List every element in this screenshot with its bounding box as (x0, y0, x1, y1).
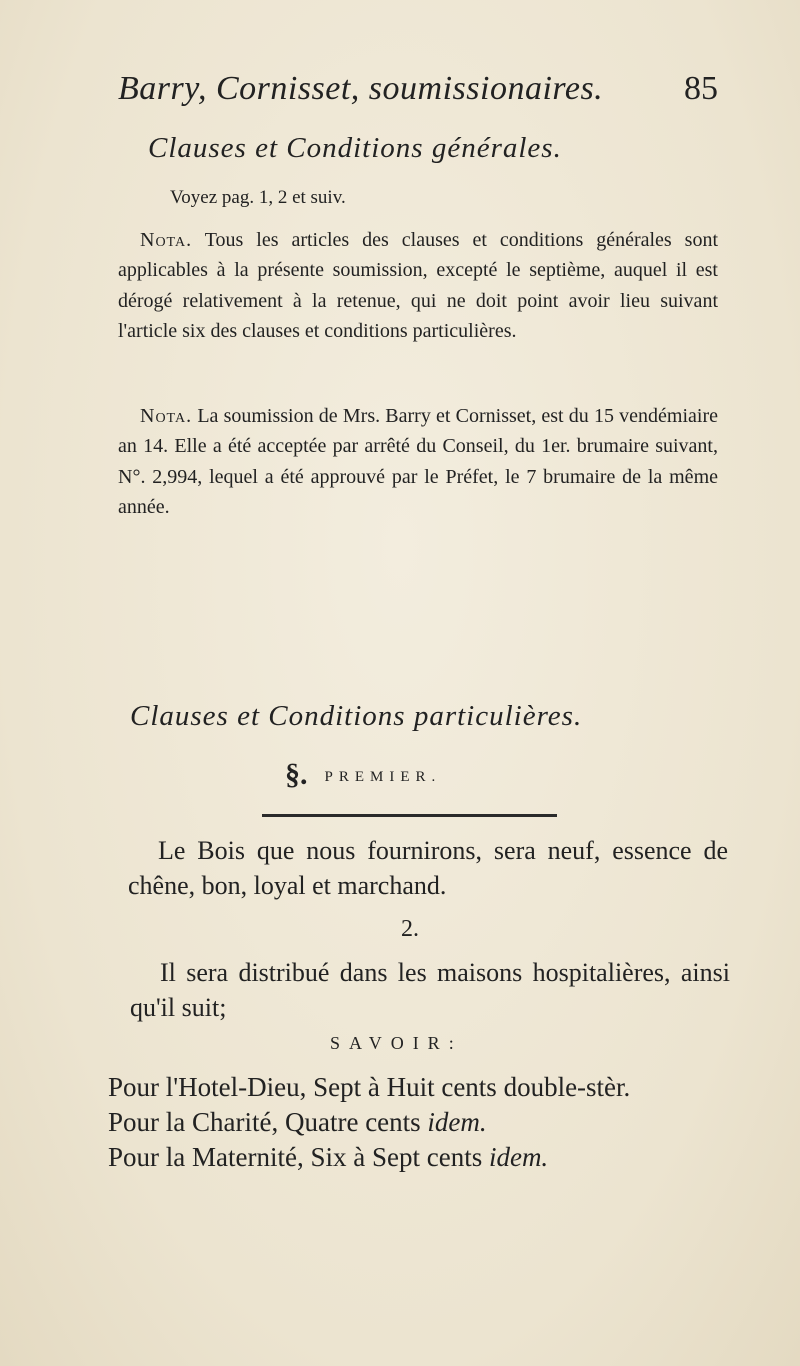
nota-text: Tous les articles des clauses et conditions générales sont applicables à la présente soumission, excepté le septième, auquel il est dérogé relativement à la retenue, qui ne doit point avoir lieu suivant l'article six des clauses et conditions particulières. (118, 229, 719, 343)
list-item (108, 1140, 728, 1175)
dist-place: l'Hotel-Dieu, (165, 1072, 307, 1102)
dist-place: la Maternité, (165, 1142, 304, 1172)
running-title: Barry, Cornisset, soumissionaires. (118, 70, 604, 107)
dist-unit: idem. (427, 1107, 487, 1137)
distribution-list (108, 1070, 728, 1175)
dist-unit: double-stèr. (503, 1072, 631, 1102)
section-symbol: §. (285, 758, 308, 791)
horizontal-rule (262, 814, 557, 817)
dist-quantity: Quatre cents (284, 1107, 421, 1137)
section-word: PREMIER. (324, 769, 442, 785)
dist-unit: idem. (488, 1142, 549, 1172)
nota-label: Nota. (140, 229, 193, 251)
nota-paragraph-2 (118, 401, 718, 523)
article-2: Il sera distribué dans les maisons hospitalières, ainsi qu'il suit; (130, 958, 730, 1022)
savoir-label: SAVOIR: (330, 1033, 463, 1053)
dist-prefix: Pour (108, 1142, 160, 1172)
dist-quantity: Sept à Huit cents (313, 1072, 497, 1102)
dist-prefix: Pour (108, 1072, 160, 1102)
dist-quantity: Six à Sept cents (310, 1142, 483, 1172)
general-clauses-heading: Clauses et Conditions générales. (148, 132, 562, 164)
nota-label: Nota. (140, 405, 193, 427)
section-title (285, 758, 441, 792)
page-number: 85 (684, 70, 718, 107)
article-1: Le Bois que nous fournirons, sera neuf, essence de chêne, bon, loyal et marchand. (128, 836, 728, 900)
nota-paragraph-1 (118, 225, 718, 347)
page-reference: Voyez pag. 1, 2 et suiv. (170, 187, 346, 208)
particular-clauses-heading: Clauses et Conditions particulières. (130, 700, 583, 732)
page-header (118, 70, 718, 120)
article-number-2: 2. (401, 916, 419, 942)
list-item (108, 1070, 728, 1105)
list-item (108, 1105, 728, 1140)
nota-text: La soumission de Mrs. Barry et Cornisset, est du 15 vendémiaire an 14. Elle a été acceptée par arrêté du Conseil, du 1er. brumaire suivant, N°. 2,994, lequel a été approuvé par le Préfet, le 7 brumaire de la même année. (118, 405, 719, 519)
dist-place: la Charité, (165, 1107, 279, 1137)
dist-prefix: Pour (108, 1107, 160, 1137)
